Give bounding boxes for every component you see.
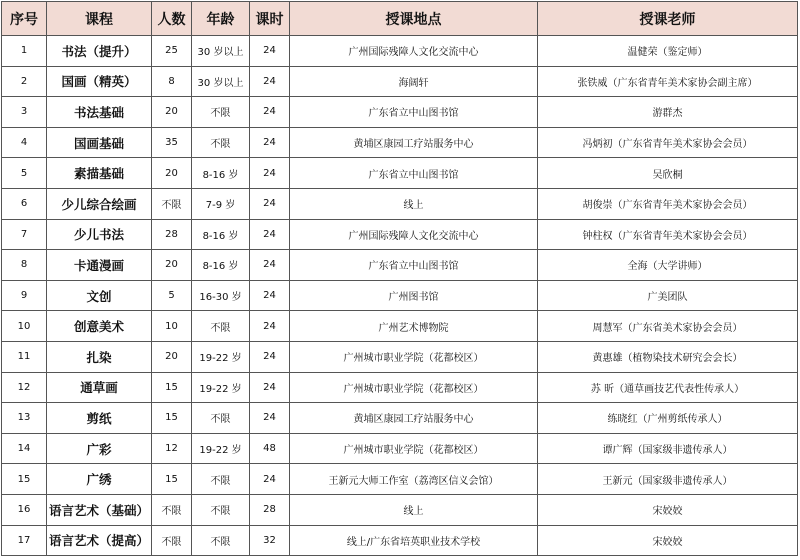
cell-teacher: 宋姣姣 [538,494,798,525]
cell-teacher: 游群杰 [538,97,798,128]
cell-place: 广州城市职业学院（花都校区） [290,433,538,464]
table-row [2,36,798,67]
cell-count: 20 [152,158,192,189]
cell-no: 13 [2,403,47,434]
cell-course: 卡通漫画 [47,250,152,281]
cell-course: 扎染 [47,341,152,372]
table-row [2,464,798,495]
table-row [2,311,798,342]
cell-place: 黄埔区康园工疗站服务中心 [290,403,538,434]
cell-hours: 24 [250,188,290,219]
header-teacher: 授课老师 [538,2,798,36]
cell-teacher: 张铁威（广东省青年美术家协会副主席） [538,66,798,97]
cell-course: 通草画 [47,372,152,403]
cell-teacher: 全海（大学讲师） [538,250,798,281]
cell-age: 30 岁以上 [192,66,250,97]
cell-place: 广州图书馆 [290,280,538,311]
cell-course: 素描基础 [47,158,152,189]
table-row [2,433,798,464]
cell-age: 19-22 岁 [192,372,250,403]
cell-count: 20 [152,341,192,372]
cell-hours: 24 [250,464,290,495]
cell-teacher: 温健荣（鉴定师） [538,36,798,67]
cell-count: 28 [152,219,192,250]
header-count: 人数 [152,2,192,36]
cell-no: 14 [2,433,47,464]
cell-age: 8-16 岁 [192,250,250,281]
cell-age: 8-16 岁 [192,158,250,189]
header-place: 授课地点 [290,2,538,36]
cell-age: 7-9 岁 [192,188,250,219]
cell-place: 线上 [290,494,538,525]
cell-place: 海阔轩 [290,66,538,97]
cell-course: 书法基础 [47,97,152,128]
cell-no: 16 [2,494,47,525]
cell-hours: 28 [250,494,290,525]
cell-count: 15 [152,372,192,403]
cell-course: 剪纸 [47,403,152,434]
cell-course: 创意美术 [47,311,152,342]
cell-place: 线上 [290,188,538,219]
cell-hours: 24 [250,97,290,128]
cell-hours: 24 [250,403,290,434]
table-row [2,250,798,281]
cell-no: 2 [2,66,47,97]
cell-teacher: 苏 昕（通草画技艺代表性传承人） [538,372,798,403]
cell-teacher: 王新元（国家级非遗传承人） [538,464,798,495]
cell-place: 广东省立中山图书馆 [290,97,538,128]
cell-hours: 24 [250,280,290,311]
cell-no: 15 [2,464,47,495]
cell-no: 7 [2,219,47,250]
header-no: 序号 [2,2,47,36]
cell-hours: 24 [250,250,290,281]
cell-teacher: 吴欣桐 [538,158,798,189]
cell-count: 不限 [152,188,192,219]
cell-age: 不限 [192,403,250,434]
cell-place: 广州国际残障人文化交流中心 [290,219,538,250]
cell-place: 广州艺术博物院 [290,311,538,342]
cell-place: 线上/广东省培英职业技术学校 [290,525,538,556]
table-row [2,494,798,525]
cell-hours: 24 [250,127,290,158]
cell-place: 广东省立中山图书馆 [290,250,538,281]
cell-hours: 32 [250,525,290,556]
header-course: 课程 [47,2,152,36]
cell-teacher: 周慧军（广东省美术家协会会员） [538,311,798,342]
table-row [2,127,798,158]
cell-course: 国画（精英） [47,66,152,97]
cell-place: 广州国际残障人文化交流中心 [290,36,538,67]
cell-place: 广东省立中山图书馆 [290,158,538,189]
cell-no: 1 [2,36,47,67]
cell-teacher: 练晓红（广州剪纸传承人） [538,403,798,434]
table-row [2,97,798,128]
cell-count: 8 [152,66,192,97]
cell-count: 5 [152,280,192,311]
cell-teacher: 胡俊崇（广东省青年美术家协会会员） [538,188,798,219]
cell-count: 15 [152,403,192,434]
cell-hours: 24 [250,219,290,250]
cell-course: 书法（提升） [47,36,152,67]
cell-hours: 24 [250,372,290,403]
cell-no: 6 [2,188,47,219]
cell-count: 不限 [152,525,192,556]
cell-course: 语言艺术（提高） [47,525,152,556]
cell-teacher: 广美团队 [538,280,798,311]
cell-count: 10 [152,311,192,342]
cell-age: 8-16 岁 [192,219,250,250]
cell-no: 4 [2,127,47,158]
cell-no: 17 [2,525,47,556]
cell-teacher: 黄惠雄（植物染技术研究会会长） [538,341,798,372]
cell-no: 3 [2,97,47,128]
cell-course: 语言艺术（基础） [47,494,152,525]
table-row [2,188,798,219]
cell-teacher: 谭广辉（国家级非遗传承人） [538,433,798,464]
cell-no: 12 [2,372,47,403]
course-table [1,1,798,556]
cell-hours: 24 [250,66,290,97]
cell-place: 广州城市职业学院（花都校区） [290,372,538,403]
cell-age: 不限 [192,311,250,342]
cell-no: 11 [2,341,47,372]
cell-age: 19-22 岁 [192,433,250,464]
cell-no: 9 [2,280,47,311]
cell-age: 不限 [192,494,250,525]
cell-count: 35 [152,127,192,158]
cell-count: 不限 [152,494,192,525]
cell-course: 广彩 [47,433,152,464]
cell-age: 30 岁以上 [192,36,250,67]
cell-count: 20 [152,250,192,281]
table-row [2,525,798,556]
table-row [2,158,798,189]
cell-age: 不限 [192,525,250,556]
cell-teacher: 钟柱权（广东省青年美术家协会会员） [538,219,798,250]
cell-course: 广绣 [47,464,152,495]
cell-no: 5 [2,158,47,189]
cell-hours: 24 [250,158,290,189]
cell-place: 王新元大师工作室（荔湾区信义会馆） [290,464,538,495]
table-row [2,403,798,434]
table-row [2,219,798,250]
cell-course: 少儿书法 [47,219,152,250]
cell-age: 不限 [192,97,250,128]
cell-teacher: 冯炳初（广东省青年美术家协会会员） [538,127,798,158]
cell-course: 文创 [47,280,152,311]
cell-age: 不限 [192,127,250,158]
table-row [2,372,798,403]
cell-place: 黄埔区康园工疗站服务中心 [290,127,538,158]
cell-hours: 24 [250,341,290,372]
table-header-row [2,2,798,36]
cell-teacher: 宋姣姣 [538,525,798,556]
cell-course: 少儿综合绘画 [47,188,152,219]
cell-hours: 24 [250,36,290,67]
cell-hours: 48 [250,433,290,464]
cell-count: 20 [152,97,192,128]
table-row [2,280,798,311]
cell-count: 25 [152,36,192,67]
header-age: 年龄 [192,2,250,36]
header-hours: 课时 [250,2,290,36]
cell-hours: 24 [250,311,290,342]
cell-course: 国画基础 [47,127,152,158]
cell-count: 15 [152,464,192,495]
cell-age: 19-22 岁 [192,341,250,372]
cell-no: 10 [2,311,47,342]
cell-age: 16-30 岁 [192,280,250,311]
cell-count: 12 [152,433,192,464]
table-row [2,341,798,372]
table-row [2,66,798,97]
cell-no: 8 [2,250,47,281]
cell-age: 不限 [192,464,250,495]
cell-place: 广州城市职业学院（花都校区） [290,341,538,372]
